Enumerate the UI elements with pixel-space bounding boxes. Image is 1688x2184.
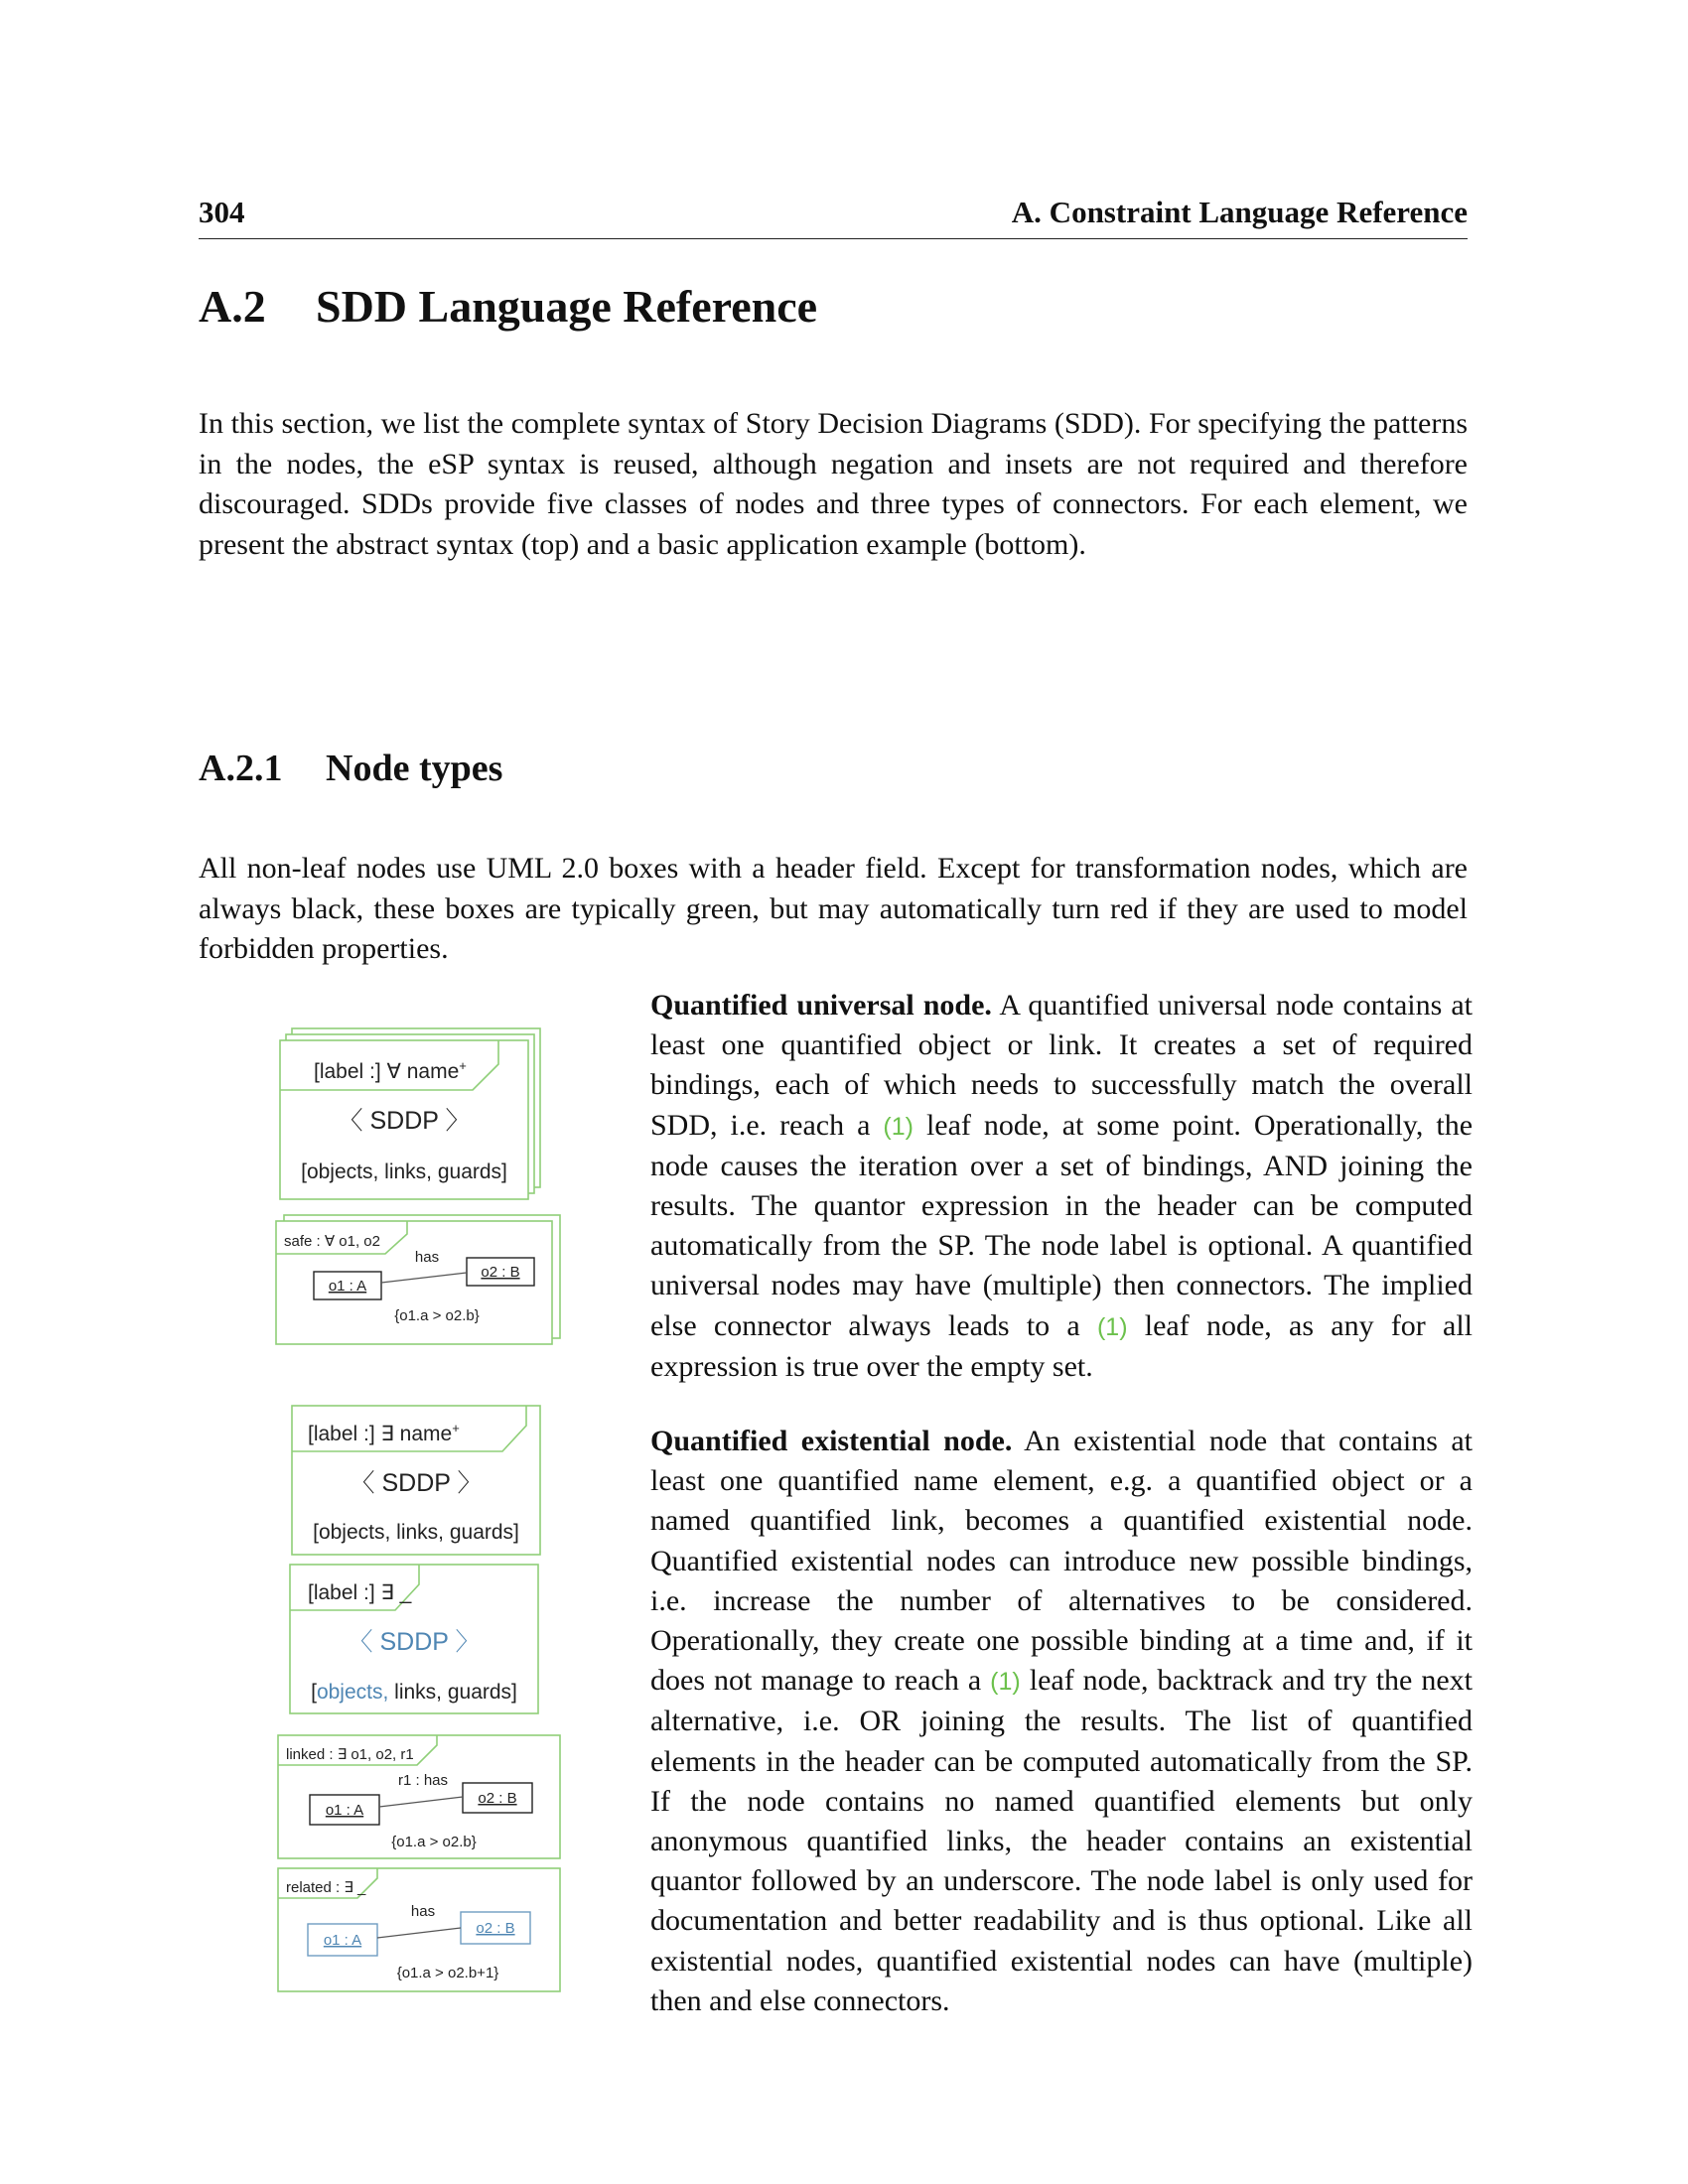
existential-syntax-sddp: 〈 SDDP 〉 — [350, 1469, 483, 1497]
universal-node-paragraph — [650, 986, 1473, 1387]
guard-expression: {o1.a > o2.b} — [391, 1834, 477, 1850]
leaf-ref-2: (1) — [1096, 1312, 1128, 1341]
universal-example-header: safe : ∀ o1, o2 — [284, 1233, 380, 1250]
universal-text-c: leaf node, as any for all expression is true over the empty set. — [650, 1308, 1474, 1383]
section-heading — [199, 280, 817, 333]
link-has-label: has — [410, 1903, 436, 1920]
page-number: 304 — [199, 195, 245, 229]
running-header — [199, 195, 1468, 239]
object-o2-b-label: o2 : B — [481, 1264, 520, 1281]
universal-text-a: A quantified universal node contains at least one quantified object or link. It creates a set of required bindings, each of which needs to successfully match the overall SDD, i.e. reach a — [650, 989, 1473, 1142]
existential-text-b: leaf node, backtrack and try the next alternative, i.e. OR joining the results. The list of quantified elements in the header can be computed automatically from the SP. If the node contains no named quantified elements but only anonymous quantified links, the header contains an existential quantor followed by an underscore. The node label is only used for documentation and better readability and is thus optional. Like all existential nodes, quantified existential nodes can have (multiple) then and else connectors. — [650, 1664, 1473, 2017]
existential-anon-header: [label :] ∃ _ — [308, 1581, 412, 1604]
object-o1-a-label: o1 : A — [325, 1802, 364, 1819]
subsection-title: Node types — [326, 748, 503, 789]
existential-example-node — [278, 1735, 560, 1858]
node-types-diagrams — [268, 1023, 635, 1995]
universal-example-node — [276, 1215, 560, 1344]
existential-node-title: Quantified existential node. — [650, 1425, 1013, 1457]
existential-syntax-node — [292, 1406, 540, 1555]
section-title: SDD Language Reference — [316, 281, 818, 332]
leaf-ref-1: (1) — [883, 1112, 914, 1141]
guard-expression: {o1.a > o2.b} — [394, 1307, 480, 1324]
universal-syntax-node — [280, 1028, 540, 1199]
subsection-number: A.2.1 — [199, 748, 283, 789]
universal-syntax-footer: [objects, links, guards] — [301, 1160, 507, 1183]
existential-syntax-header: [label :] ∃ name+ — [308, 1421, 460, 1445]
node-types-paragraph: All non-leaf nodes use UML 2.0 boxes with a header field. Except for transformation nodes, which are always black, these boxes are typically green, but may automatically turn red if they are used to model forbidden properties. — [199, 852, 1468, 965]
intro-paragraph: In this section, we list the complete syntax of Story Decision Diagrams (SDD). For specifying the patterns in the nodes, the eSP syntax is reused, although negation and insets are not required and therefore discouraged. SDDs provide five classes of nodes and three types of connectors. For each element, we present the abstract syntax (top) and a basic application example (bottom). — [199, 407, 1468, 561]
existential-anon-syntax-node — [290, 1565, 538, 1713]
guard-expression: {o1.a > o2.b+1} — [396, 1965, 499, 1981]
existential-anon-footer: [objects, links, guards] — [311, 1681, 517, 1704]
object-o2-b-label: o2 : B — [478, 1790, 517, 1807]
existential-anon-example-header: related : ∃ _ — [286, 1879, 366, 1896]
link-has-label: has — [414, 1249, 440, 1266]
universal-syntax-header: [label :] ∀ name+ — [314, 1058, 467, 1083]
object-o2-b-label: o2 : B — [476, 1920, 515, 1937]
section-number: A.2 — [199, 281, 266, 332]
universal-syntax-sddp: 〈 SDDP 〉 — [338, 1107, 471, 1135]
chapter-title: A. Constraint Language Reference — [1011, 195, 1468, 229]
existential-syntax-footer: [objects, links, guards] — [313, 1521, 519, 1544]
existential-node-paragraph — [650, 1422, 1473, 2021]
existential-anon-example-node — [278, 1868, 560, 1991]
object-o1-a-label: o1 : A — [328, 1278, 367, 1295]
object-o1-a-label: o1 : A — [323, 1932, 362, 1949]
existential-example-header: linked : ∃ o1, o2, r1 — [286, 1746, 414, 1763]
link-r1-has-label: r1 : has — [397, 1772, 449, 1789]
subsection-heading — [199, 747, 502, 790]
existential-anon-sddp: 〈 SDDP 〉 — [348, 1628, 481, 1656]
universal-text-b: leaf node, at some point. Operationally, the node causes the iteration over a set of bindings, AND joining the results. The quantor expression in the header can be computed automatically from the SP. The node label is optional. A quantified universal nodes may have (multiple) then connectors. The implied else connector always leads to a — [650, 1108, 1474, 1342]
universal-node-title: Quantified universal node. — [650, 989, 992, 1022]
leaf-ref-3: (1) — [990, 1668, 1021, 1697]
existential-text-a: An existential node that contains at least one quantified name element, e.g. a quantified object or a named quantified link, becomes a quantified existential node. Quantified existential nodes can introduce new possible bindings, i.e. increase the number of alternatives to be considered. Operationally, they create one possible binding at a time and, if it does not manage to reach a — [650, 1425, 1473, 1698]
